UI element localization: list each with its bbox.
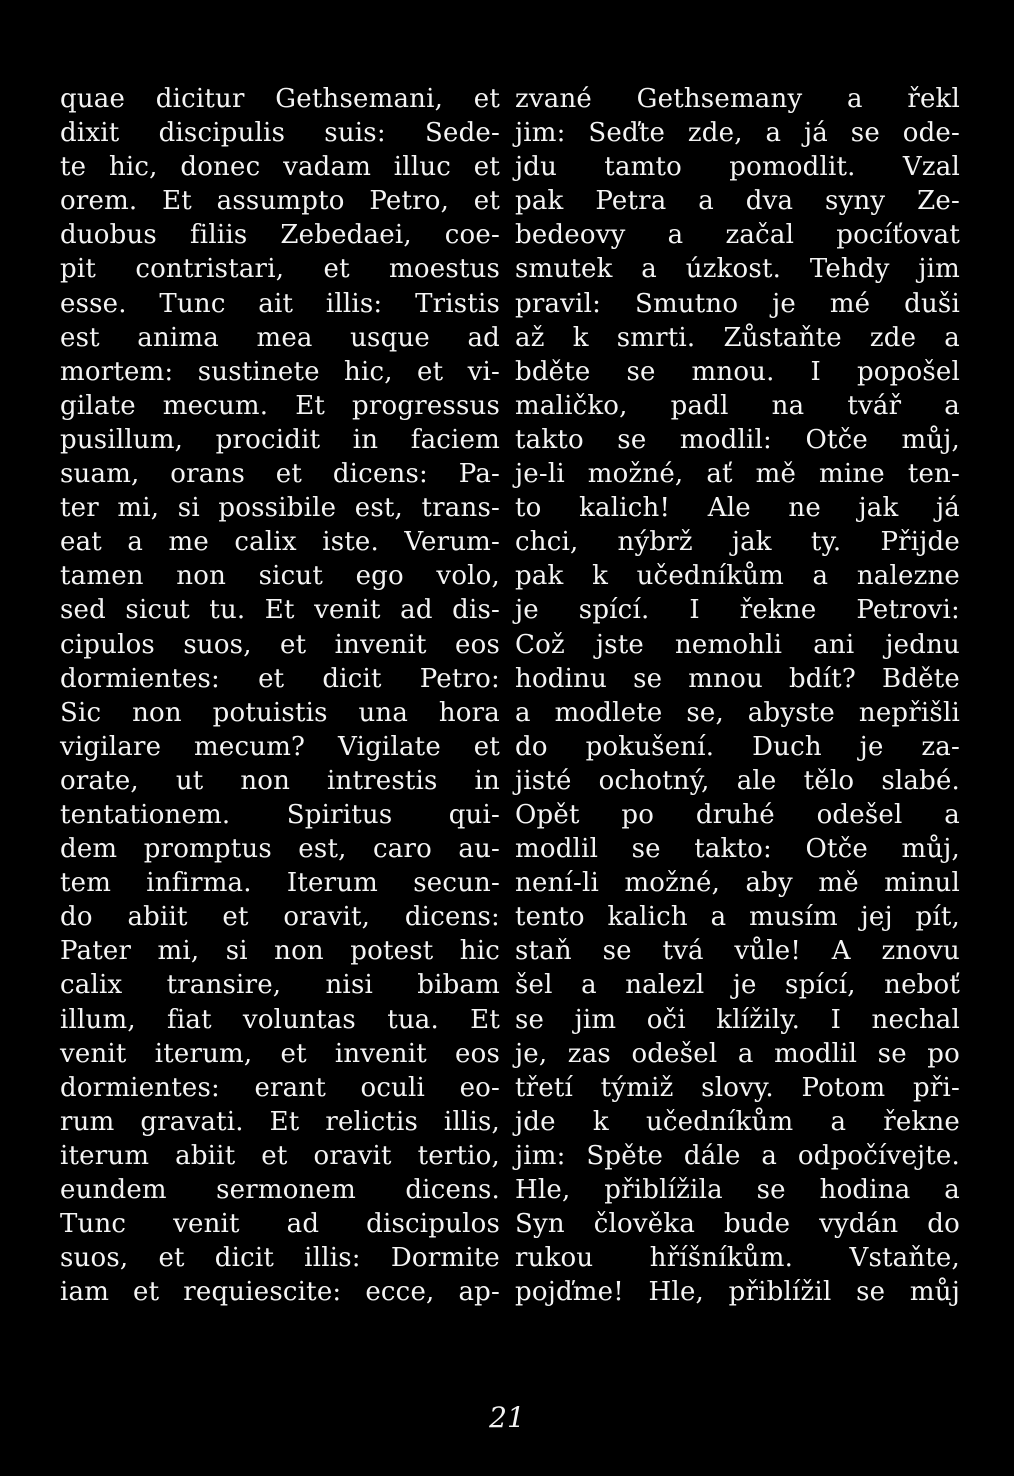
czech-text-line: tento kalich a musím jej pít,	[515, 902, 960, 933]
czech-text-line: staň se tvá vůle! A znovu	[515, 936, 960, 967]
czech-text-line: takto se modlil: Otče můj,	[515, 424, 960, 455]
czech-text-line: Opět po druhé odešel a	[515, 799, 960, 830]
czech-text-line: jisté ochotný, ale tělo slabé.	[515, 765, 960, 796]
czech-text-line: se jim oči klížily. I nechal	[515, 1004, 960, 1035]
czech-text-line: smutek a úzkost. Tehdy jim	[515, 254, 960, 285]
czech-text-line: zvané Gethsemany a řekl	[515, 84, 960, 114]
czech-text-line: pak Petra a dva syny Ze-	[515, 186, 960, 217]
latin-text-line: sed sicut tu. Et venit ad dis-	[60, 595, 500, 626]
czech-text-line: pojďme! Hle, přiblížil se můj	[515, 1277, 960, 1308]
czech-text-line: modlil se takto: Otče můj,	[515, 834, 960, 865]
latin-text-line: esse. Tunc ait illis: Tristis	[60, 288, 500, 319]
czech-text-line: chci, nýbrž jak ty. Přijde	[515, 527, 960, 558]
latin-text-line: suos, et dicit illis: Dormite	[60, 1243, 500, 1274]
latin-text-line: tentationem. Spiritus qui-	[60, 799, 500, 830]
latin-text-line: calix transire, nisi bibam	[60, 970, 500, 1001]
latin-text-line: rum gravati. Et relictis illis,	[60, 1106, 500, 1137]
latin-text-line: duobus filiis Zebedaei, coe-	[60, 220, 500, 251]
czech-text-line: bděte se mnou. I popošel	[515, 356, 960, 387]
czech-text-line: to kalich! Ale ne jak já	[515, 493, 960, 524]
latin-text-line: orate, ut non intrestis in	[60, 765, 500, 796]
latin-text-line: tamen non sicut ego volo,	[60, 561, 500, 592]
latin-text-line: dormientes: erant oculi eo-	[60, 1072, 500, 1103]
latin-text-line: mortem: sustinete hic, et vi-	[60, 356, 500, 387]
latin-text-line: gilate mecum. Et progressus	[60, 390, 500, 421]
latin-text-line: iam et requiescite: ecce, ap-	[60, 1277, 500, 1308]
czech-text-line: šel a nalezl je spící, neboť	[515, 970, 960, 1001]
czech-text-line: bedeovy a začal pocíťovat	[515, 220, 960, 251]
latin-text-line: vigilare mecum? Vigilate et	[60, 731, 500, 762]
czech-text-line: pak k učedníkům a nalezne	[515, 561, 960, 592]
latin-text-line: est anima mea usque ad	[60, 322, 500, 353]
latin-text-line: ter mi, si possibile est, trans-	[60, 493, 500, 524]
latin-text-line: venit iterum, et invenit eos	[60, 1038, 500, 1069]
czech-text-line: je, zas odešel a modlil se po	[515, 1038, 960, 1069]
czech-text-line: Syn člověka bude vydán do	[515, 1209, 960, 1240]
czech-text-line: je spící. I řekne Petrovi:	[515, 595, 960, 626]
latin-text-line: illum, fiat voluntas tua. Et	[60, 1004, 500, 1035]
czech-text-column	[515, 82, 960, 1309]
latin-text-line: dixit discipulis suis: Sede-	[60, 118, 500, 149]
latin-text-line: Tunc venit ad discipulos	[60, 1209, 500, 1240]
latin-text-line: quae dicitur Gethsemani, et	[60, 84, 500, 114]
czech-text-line: hodinu se mnou bdít? Bděte	[515, 663, 960, 694]
czech-text-line: jdu tamto pomodlit. Vzal	[515, 152, 960, 183]
latin-text-line: do abiit et oravit, dicens:	[60, 902, 500, 933]
czech-text-line: Což jste nemohli ani jednu	[515, 629, 960, 660]
czech-text-line: pravil: Smutno je mé duši	[515, 288, 960, 319]
latin-text-line: cipulos suos, et invenit eos	[60, 629, 500, 660]
czech-text-line: jim: Spěte dále a odpočívejte.	[515, 1140, 960, 1171]
czech-text-line: Hle, přiblížila se hodina a	[515, 1175, 960, 1205]
latin-text-column	[60, 82, 500, 1309]
latin-text-line: dem promptus est, caro au-	[60, 834, 500, 865]
czech-text-line: jim: Seďte zde, a já se ode-	[515, 118, 960, 149]
latin-text-line: suam, orans et dicens: Pa-	[60, 459, 500, 490]
latin-text-line: iterum abiit et oravit tertio,	[60, 1140, 500, 1171]
czech-text-line: není-li možné, aby mě minul	[515, 868, 960, 899]
latin-text-line: Sic non potuistis una hora	[60, 697, 500, 728]
czech-text-line: maličko, padl na tvář a	[515, 390, 960, 421]
czech-text-line: je-li možné, ať mě mine ten-	[515, 459, 960, 490]
czech-text-line: rukou hříšníkům. Vstaňte,	[515, 1243, 960, 1274]
latin-text-line: te hic, donec vadam illuc et	[60, 152, 500, 183]
latin-text-line: dormientes: et dicit Petro:	[60, 663, 500, 694]
czech-text-line: a modlete se, abyste nepřišli	[515, 697, 960, 728]
latin-text-line: orem. Et assumpto Petro, et	[60, 186, 500, 217]
czech-text-line: třetí týmiž slovy. Potom při-	[515, 1072, 960, 1103]
czech-text-line: do pokušení. Duch je za-	[515, 731, 960, 762]
latin-text-line: Pater mi, si non potest hic	[60, 936, 500, 967]
latin-text-line: pusillum, procidit in faciem	[60, 424, 500, 455]
latin-text-line: eat a me calix iste. Verum-	[60, 527, 500, 558]
czech-text-line: až k smrti. Zůstaňte zde a	[515, 322, 960, 353]
latin-text-line: tem infirma. Iterum secun-	[60, 868, 500, 899]
czech-text-line: jde k učedníkům a řekne	[515, 1106, 960, 1137]
page-number: 21	[489, 1401, 525, 1434]
latin-text-line: pit contristari, et moestus	[60, 254, 500, 285]
latin-text-line: eundem sermonem dicens.	[60, 1175, 500, 1205]
